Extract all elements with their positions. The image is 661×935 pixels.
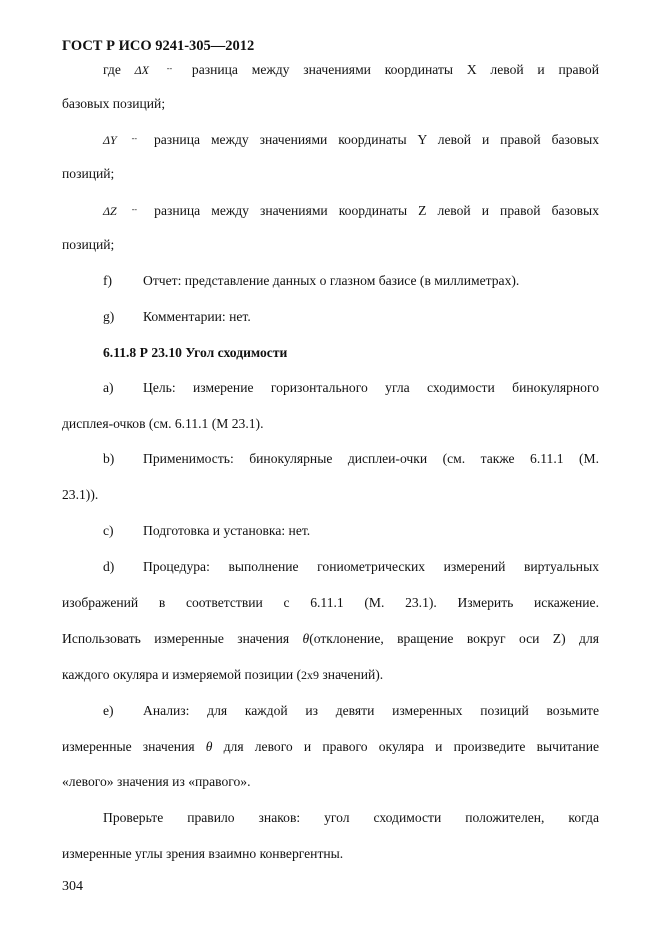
item-d-line1 [103,559,599,575]
item-d-line3-pre: Использовать измеренные значения [62,631,290,646]
item-d-formula: 2x9 [301,668,320,682]
item-f [103,273,519,289]
where-dy-line [103,131,599,148]
item-a-line2: дисплея-очков (см. 6.11.1 (М 23.1). [62,416,264,431]
theta-symbol: θ [302,631,310,646]
where-lead: где [103,62,121,77]
dy-dash: -- [131,134,137,143]
item-c-text: Подготовка и установка: нет. [143,523,311,538]
item-f-text: Отчет: представление данных о глазном базисе (в миллиметрах). [143,273,520,288]
section-heading: 6.11.8 Р 23.10 Угол сходимости [103,345,288,360]
item-c-label: c) [103,523,114,538]
dx-continuation: базовых позиций; [62,96,166,111]
item-e-line3: «левого» значения из «правого». [62,774,251,789]
item-d-line4-post: значений). [319,667,384,682]
dy-continuation: позиций; [62,166,115,181]
dy-text: разница между значениями координаты Y левой и правой базовых [153,132,599,147]
dx-dash: -- [166,64,173,73]
page-number: 304 [62,879,83,894]
item-d-line2: изображений в соответствии с 6.11.1 (М. 23.1). Измерить искажение. [62,595,599,610]
item-e-text1: Анализ: для каждой из девяти измеренных позиций возьмите [143,703,599,718]
item-a-label: a) [103,380,114,395]
item-e-line1 [103,703,599,719]
item-b-line2: 23.1)). [62,487,99,502]
item-c [103,523,310,539]
note-line2: измеренные углы зрения взаимно конвергентны. [62,846,344,861]
item-b-label: b) [103,451,115,466]
dz-text: разница между значениями координаты Z левой и правой базовых [154,203,599,218]
standard-header: ГОСТ Р ИСО 9241-305—2012 [62,38,255,54]
item-d-line3-post: (отклонение, вращение вокруг оси Z) для [309,631,599,646]
item-d-line4-pre: каждого окуляра и измеряемой позиции ( [62,667,302,682]
item-g [103,309,251,325]
item-b-text1: Применимость: бинокулярные дисплеи-очки (см. также 6.11.1 (М. [143,451,599,466]
where-dx-line [103,61,599,78]
dz-symbol: ΔZ [103,204,117,218]
item-d-line4 [62,667,383,683]
dx-text: разница между значениями координаты X левой и правой [191,62,599,77]
where-dz-line [103,202,599,219]
item-g-text: Комментарии: нет. [143,309,251,324]
item-a-text1: Цель: измерение горизонтального угла сходимости бинокулярного [143,380,599,395]
item-e-line2 [62,739,599,755]
item-g-label: g) [103,309,115,324]
item-f-label: f) [103,273,113,288]
note-line1: Проверьте правило знаков: угол сходимости положителен, когда [103,810,599,825]
item-a-line1 [103,380,599,396]
item-e-line2-pre: измеренные значения [62,739,195,754]
item-d-line3 [62,631,599,647]
item-e-label: e) [103,703,114,718]
dz-continuation: позиций; [62,237,115,252]
dy-symbol: ΔY [103,133,117,147]
dz-dash: -- [131,205,138,214]
item-b-line1 [103,451,599,467]
item-d-label: d) [103,559,115,574]
dx-symbol: ΔX [134,63,150,77]
item-d-text1: Процедура: выполнение гониометрических измерений виртуальных [143,559,599,574]
item-e-line2-post: для левого и правого окуляра и произведите вычитание [223,739,600,754]
theta-symbol: θ [205,739,213,754]
